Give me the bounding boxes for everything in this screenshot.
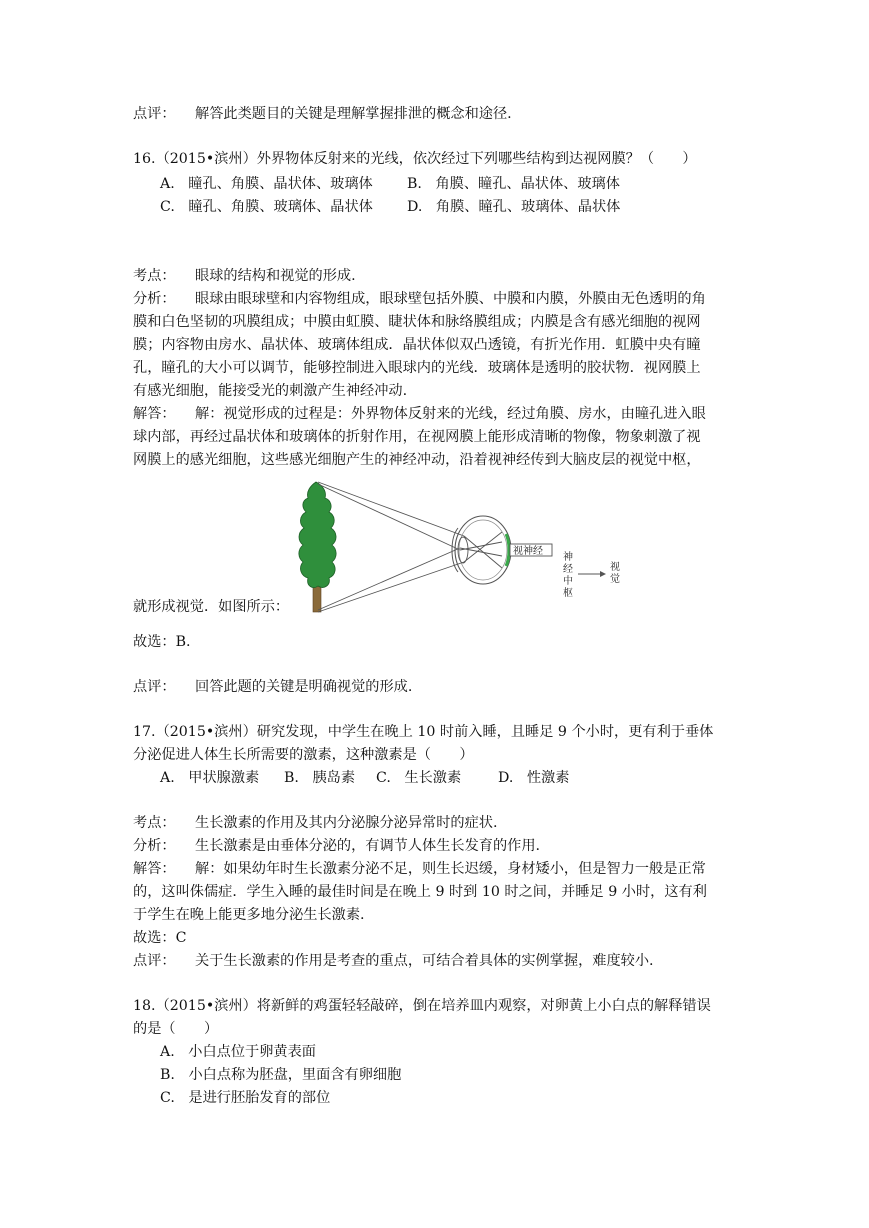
center-char: 中 [563,576,573,587]
center-char: 枢 [563,588,573,599]
review-text: 解答此类题目的关键是理解掌握排泄的概念和途径. [195,106,512,122]
q17-jieda-line: 的，这叫侏儒症．学生入睡的最佳时间是在晚上 9 时到 10 时之间，并睡足 9 小时，这有利 [133,884,707,900]
q18-option-a [160,1042,316,1062]
review-label: 点评： [133,679,176,695]
option-text: 性激素 [526,770,570,786]
fenxi-text: 生长激素是由垂体分泌的，有调节人体生长发育的作用. [195,838,541,854]
q16-stem: 16.（2015•滨州）外界物体反射来的光线，依次经过下列哪些结构到达视网膜？（ ） [133,151,697,167]
kaodian-label: 考点： [133,268,176,284]
retina [506,534,509,566]
q17-option-b [284,768,355,788]
option-text: 瞳孔、角膜、玻璃体、晶状体 [188,199,373,215]
option-text: 胰岛素 [312,770,356,786]
jieda-label: 解答： [133,406,176,422]
vision-char: 视 [610,562,620,573]
vision-diagram [288,478,640,618]
review-text: 回答此题的关键是明确视觉的形成. [195,679,413,695]
fenxi-label: 分析： [133,838,176,854]
q18-option-b [160,1065,401,1085]
vision-diagram-svg [288,478,640,618]
eyeball-outline [455,516,511,584]
kaodian-text: 眼球的结构和视觉的形成. [195,268,356,284]
q17-fenxi [133,836,540,856]
q16-jieda-line: 网膜上的感光细胞，这些感光细胞产生的神经冲动，沿着视神经传到大脑皮层的视觉中枢， [133,452,701,468]
arrow-head-icon [600,571,606,577]
q17-option-c [376,768,461,788]
option-letter: A. [160,770,175,786]
q18-stem-line: 的是（ ） [133,1021,219,1037]
q16-option-d [407,197,620,217]
jieda-label: 解答： [133,861,176,877]
option-text: 生长激素 [404,770,462,786]
q16-fenxi-line [133,289,706,309]
kaodian-label: 考点： [133,815,176,831]
q16-fenxi-line: 孔，瞳孔的大小可以调节，能够控制进入眼球内的光线．玻璃体是透明的胶状物．视网膜上 [133,360,701,376]
option-letter: D. [407,199,423,215]
q16-fenxi-line: 膜和白色坚韧的巩膜组成；中膜由虹膜、睫状体和脉络膜组成；内膜是含有感光细胞的视网 [133,314,701,330]
q17-jieda-line: 于学生在晚上能更多地分泌生长激素. [133,907,365,923]
q16-jieda-line [133,404,706,424]
q17-kaodian [133,813,497,833]
option-letter: B. [407,176,422,192]
q17-option-d [498,768,570,788]
option-text: 瞳孔、角膜、晶状体、玻璃体 [188,176,373,192]
q17-review [133,951,654,971]
option-letter: C. [160,199,175,215]
option-text: 角膜、瞳孔、晶状体、玻璃体 [435,176,620,192]
tree-icon [299,482,336,588]
q16-jieda-line: 球内部，再经过晶状体和玻璃体的折射作用，在视网膜上能形成清晰的物像，物象刺激了视 [133,429,701,445]
option-text: 甲状腺激素 [188,770,260,786]
fenxi-text: 眼球由眼球壁和内容物组成，眼球壁包括外膜、中膜和内膜，外膜由无色透明的角 [195,291,706,307]
q16-fenxi-line: 有感光细胞，能接受光的刺激产生神经冲动. [133,383,408,399]
q16-review [133,677,412,697]
q17-stem-line: 17.（2015•滨州）研究发现，中学生在晚上 10 时前入睡，且睡足 9 个小时，更有利于垂体 [133,724,714,740]
q17-answer: 故选：C [133,930,187,946]
center-char: 经 [563,564,573,575]
center-char: 神 [563,552,573,563]
option-letter: B. [160,1067,175,1083]
light-rays [318,482,502,612]
review-line-prev [133,104,512,124]
nerve-label: 视神经 [513,546,543,557]
vision-char: 觉 [610,574,620,585]
review-label: 点评： [133,106,176,122]
option-letter: C. [376,770,391,786]
tree-trunk [313,584,321,612]
q16-option-b [407,174,620,194]
q18-stem-line: 18.（2015•滨州）将新鲜的鸡蛋轻轻敲碎，倒在培养皿内观察，对卵黄上小白点的解释错误 [133,998,711,1014]
option-letter: D. [498,770,514,786]
option-text: 小白点位于卵黄表面 [188,1044,316,1060]
q16-answer: 故选：B. [133,634,191,650]
jieda-text: 解：如果幼年时生长激素分泌不足，则生长迟缓，身材矮小，但是智力一般是正常 [195,861,706,877]
q16-fenxi-line: 膜；内容物由房水、晶状体、玻璃体组成．晶状体似双凸透镜，有折光作用．虹膜中央有瞳 [133,337,701,353]
jieda-text: 解：视觉形成的过程是：外界物体反射来的光线，经过角膜、房水，由瞳孔进入眼 [195,406,706,422]
q16-option-a [160,174,373,194]
q16-jieda-line: 就形成视觉．如图所示： [133,599,290,615]
option-letter: B. [284,770,299,786]
kaodian-text: 生长激素的作用及其内分泌腺分泌异常时的症状. [195,815,498,831]
option-letter: C. [160,1090,175,1106]
option-letter: A. [160,176,175,192]
review-text: 关于生长激素的作用是考查的重点，可结合着具体的实例掌握，难度较小. [195,953,654,969]
review-label: 点评： [133,953,176,969]
q17-jieda-line [133,859,706,879]
q17-stem-line: 分泌促进人体生长所需要的激素，这种激素是（ ） [133,747,474,763]
q18-option-c [160,1088,330,1108]
fenxi-label: 分析： [133,291,176,307]
q17-option-a [160,768,259,788]
eyeball-inner [459,520,507,580]
option-text: 是进行胚胎发育的部位 [188,1090,331,1106]
q16-option-c [160,197,373,217]
option-text: 角膜、瞳孔、玻璃体、晶状体 [435,199,621,215]
q16-kaodian [133,266,356,286]
option-text: 小白点称为胚盘，里面含有卵细胞 [188,1067,402,1083]
option-letter: A. [160,1044,175,1060]
